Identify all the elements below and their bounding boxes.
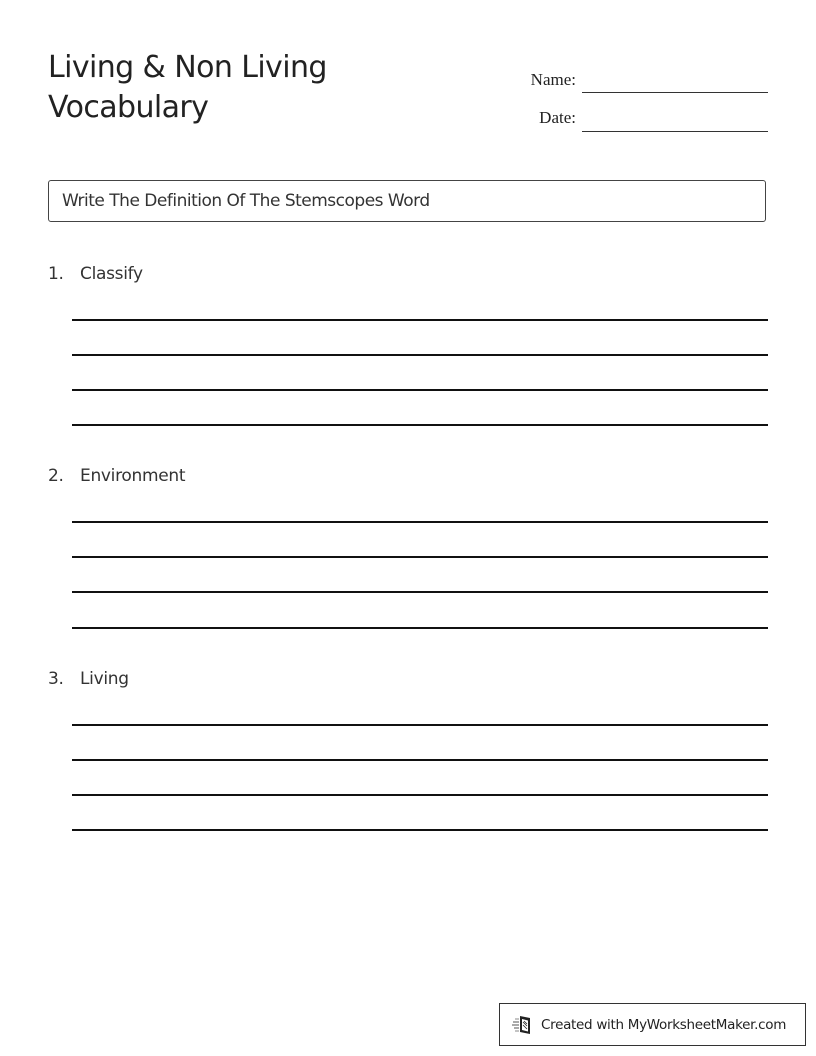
created-with-badge[interactable]	[499, 1003, 806, 1046]
question-number: 3.	[48, 669, 64, 689]
answer-line[interactable]	[72, 591, 768, 593]
worksheet-maker-logo-icon	[512, 1014, 536, 1036]
answer-line[interactable]	[72, 319, 768, 321]
question-word: Environment	[80, 466, 186, 486]
question-number: 1.	[48, 264, 64, 284]
answer-line[interactable]	[72, 794, 768, 796]
question-label	[48, 262, 768, 286]
answer-line[interactable]	[72, 724, 768, 726]
answer-line[interactable]	[72, 521, 768, 523]
question-number: 2.	[48, 466, 64, 486]
title-line-2: Vocabulary	[48, 90, 209, 125]
question-label	[48, 667, 768, 691]
question-word: Living	[80, 669, 129, 689]
title-line-1: Living & Non Living	[48, 50, 327, 85]
name-label: Name:	[530, 70, 576, 89]
date-label: Date:	[539, 108, 576, 127]
student-info-fields	[500, 52, 768, 128]
question-word: Classify	[80, 264, 143, 284]
answer-line[interactable]	[72, 389, 768, 391]
name-field-row	[500, 52, 768, 90]
answer-line[interactable]	[72, 829, 768, 831]
answer-line[interactable]	[72, 424, 768, 426]
instructions-text: Write The Definition Of The Stemscopes Word	[62, 191, 430, 211]
date-field-row	[500, 90, 768, 128]
answer-line[interactable]	[72, 556, 768, 558]
instructions-box	[48, 180, 766, 222]
worksheet-title	[48, 48, 428, 128]
name-input-line[interactable]	[582, 72, 768, 93]
question-label	[48, 464, 768, 488]
answer-line[interactable]	[72, 759, 768, 761]
created-with-text: Created with MyWorksheetMaker.com	[541, 1016, 787, 1033]
question-3	[48, 667, 768, 691]
date-input-line[interactable]	[582, 111, 768, 132]
answer-line[interactable]	[72, 627, 768, 629]
question-2	[48, 464, 768, 488]
question-1	[48, 262, 768, 286]
answer-line[interactable]	[72, 354, 768, 356]
